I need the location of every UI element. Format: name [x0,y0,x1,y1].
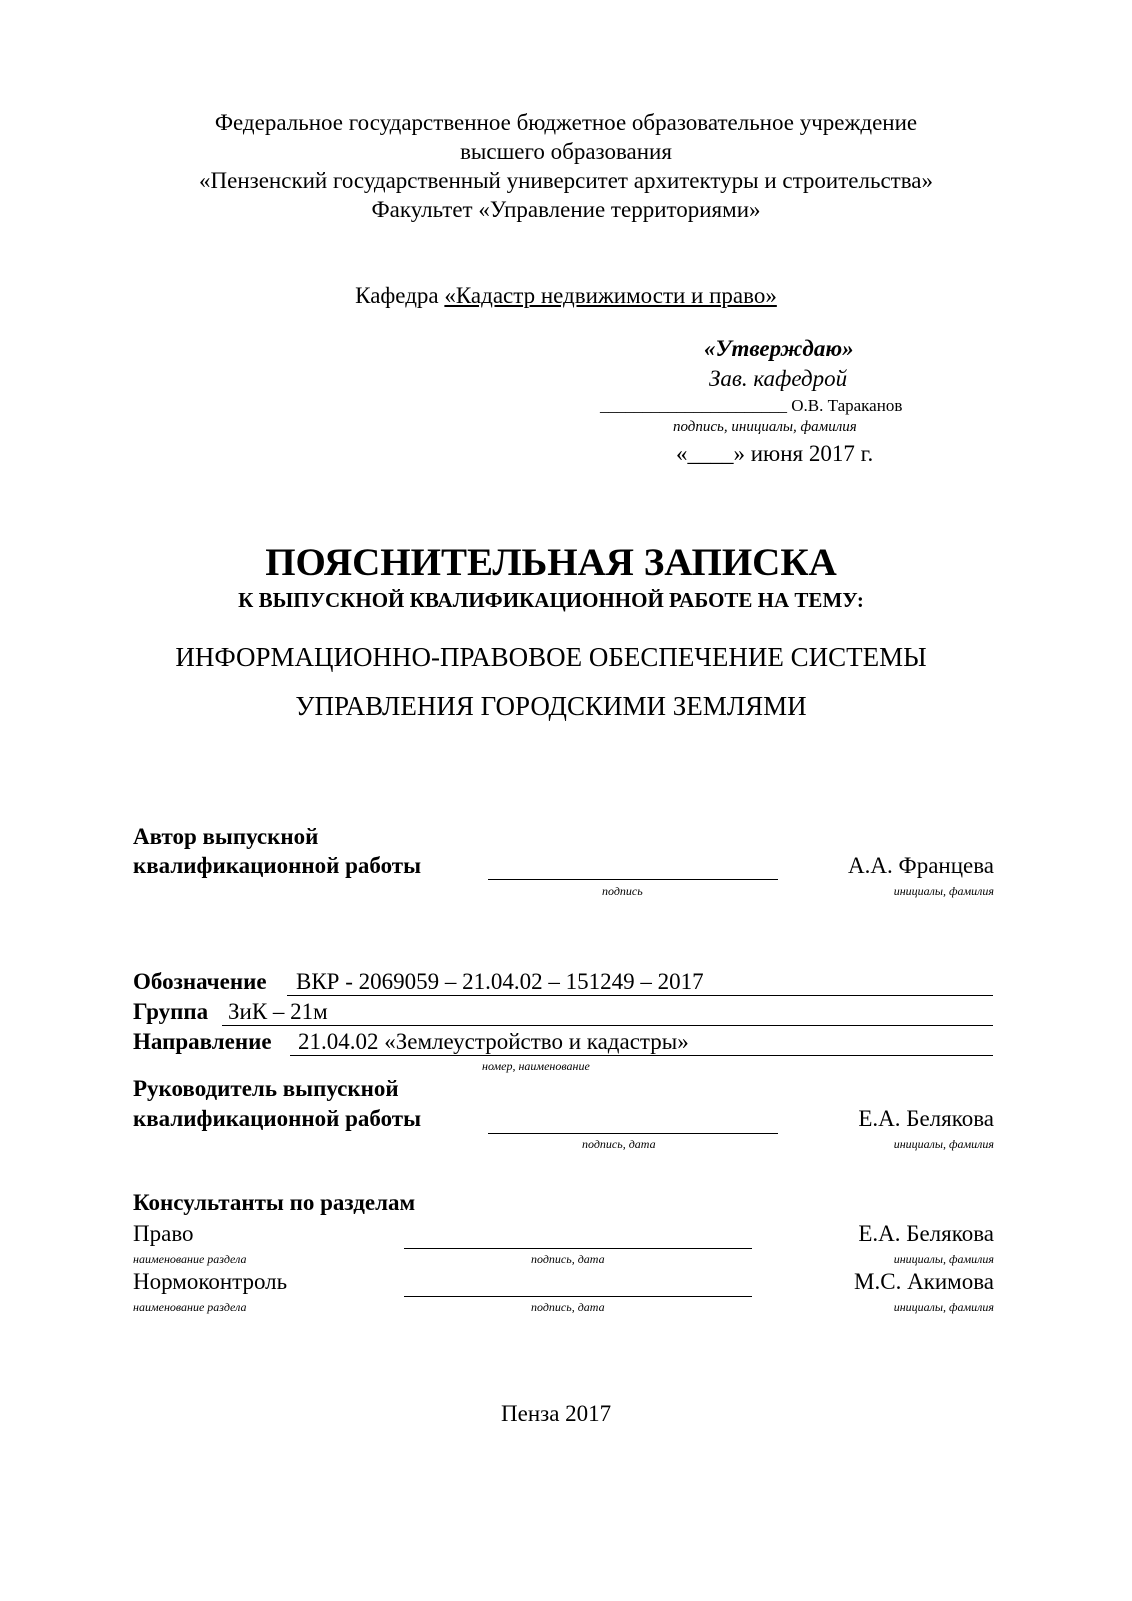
consultant-section-law: Право [133,1221,194,1246]
university-name: «Пензенский государственный университет архитектуры и строительства» [199,168,933,193]
supervisor-name-caption: инициалы, фамилия [893,1137,994,1151]
supervisor-label-line2: квалификационной работы [133,1106,422,1131]
approval-date: «____» июня 2017 г. [676,441,874,466]
consultant-law-sign-caption: подпись, дата [531,1252,605,1266]
author-label-line1: Автор выпускной [133,824,319,849]
org-name-line2: высшего образования [460,139,672,164]
consultant-law-signature-line [404,1248,752,1249]
approval-title: «Утверждаю» [704,336,854,361]
direction-value: 21.04.02 «Землеустройство и кадастры» [298,1029,689,1054]
department-prefix: Кафедра [355,283,445,308]
consultant-normcontrol-name-caption: инициалы, фамилия [893,1300,994,1314]
supervisor-label-line1: Руководитель выпускной [133,1076,399,1101]
approval-signature-line [600,396,902,416]
city-year: Пенза 2017 [501,1401,612,1426]
group-value: ЗиК – 21м [228,999,328,1024]
direction-label: Направление [133,1029,272,1054]
author-signature-line [488,879,778,880]
designation-label: Обозначение [133,969,267,994]
direction-caption: номер, наименование [482,1059,590,1073]
supervisor-sign-caption: подпись, дата [582,1137,656,1151]
group-field-line [222,999,993,1026]
author-label-line2: квалификационной работы [133,853,422,878]
consultants-title: Консультанты по разделам [133,1190,416,1215]
department-name: «Кадастр недвижимости и право» [444,283,777,308]
consultant-normcontrol-section-caption: наименование раздела [133,1300,247,1314]
consultant-normcontrol-sign-caption: подпись, дата [531,1300,605,1314]
department [0,283,1132,309]
consultant-normcontrol-name: М.С. Акимова [854,1269,994,1294]
theme-line1: ИНФОРМАЦИОННО-ПРАВОВОЕ ОБЕСПЕЧЕНИЕ СИСТЕМЫ [175,642,927,672]
approval-person: О.В. Тараканов [791,396,903,415]
designation-value: ВКР - 2069059 – 21.04.02 – 151249 – 2017 [296,969,704,994]
document-subtitle: К ВЫПУСКНОЙ КВАЛИФИКАЦИОННОЙ РАБОТЕ НА ТЕМУ: [238,588,864,612]
approval-blank: ______________________ [600,396,787,415]
document-title: ПОЯСНИТЕЛЬНАЯ ЗАПИСКА [265,541,837,584]
faculty-name: Факультет «Управление территориями» [371,197,761,222]
consultant-normcontrol-signature-line [404,1296,752,1297]
consultant-law-name: Е.А. Белякова [858,1221,994,1246]
consultant-section-normcontrol: Нормоконтроль [133,1269,288,1294]
author-name-caption: инициалы, фамилия [893,884,994,898]
supervisor-signature-line [488,1133,778,1134]
approval-caption: подпись, инициалы, фамилия [673,419,857,435]
consultant-law-name-caption: инициалы, фамилия [893,1252,994,1266]
author-sign-caption: подпись [602,884,643,898]
author-name: А.А. Францева [848,853,994,878]
consultant-law-section-caption: наименование раздела [133,1252,247,1266]
group-label: Группа [133,999,209,1024]
approval-position: Зав. кафедрой [709,366,848,391]
supervisor-name: Е.А. Белякова [858,1106,994,1131]
theme-line2: УПРАВЛЕНИЯ ГОРОДСКИМИ ЗЕМЛЯМИ [295,691,807,721]
org-name-line1: Федеральное государственное бюджетное образовательное учреждение [214,110,918,135]
